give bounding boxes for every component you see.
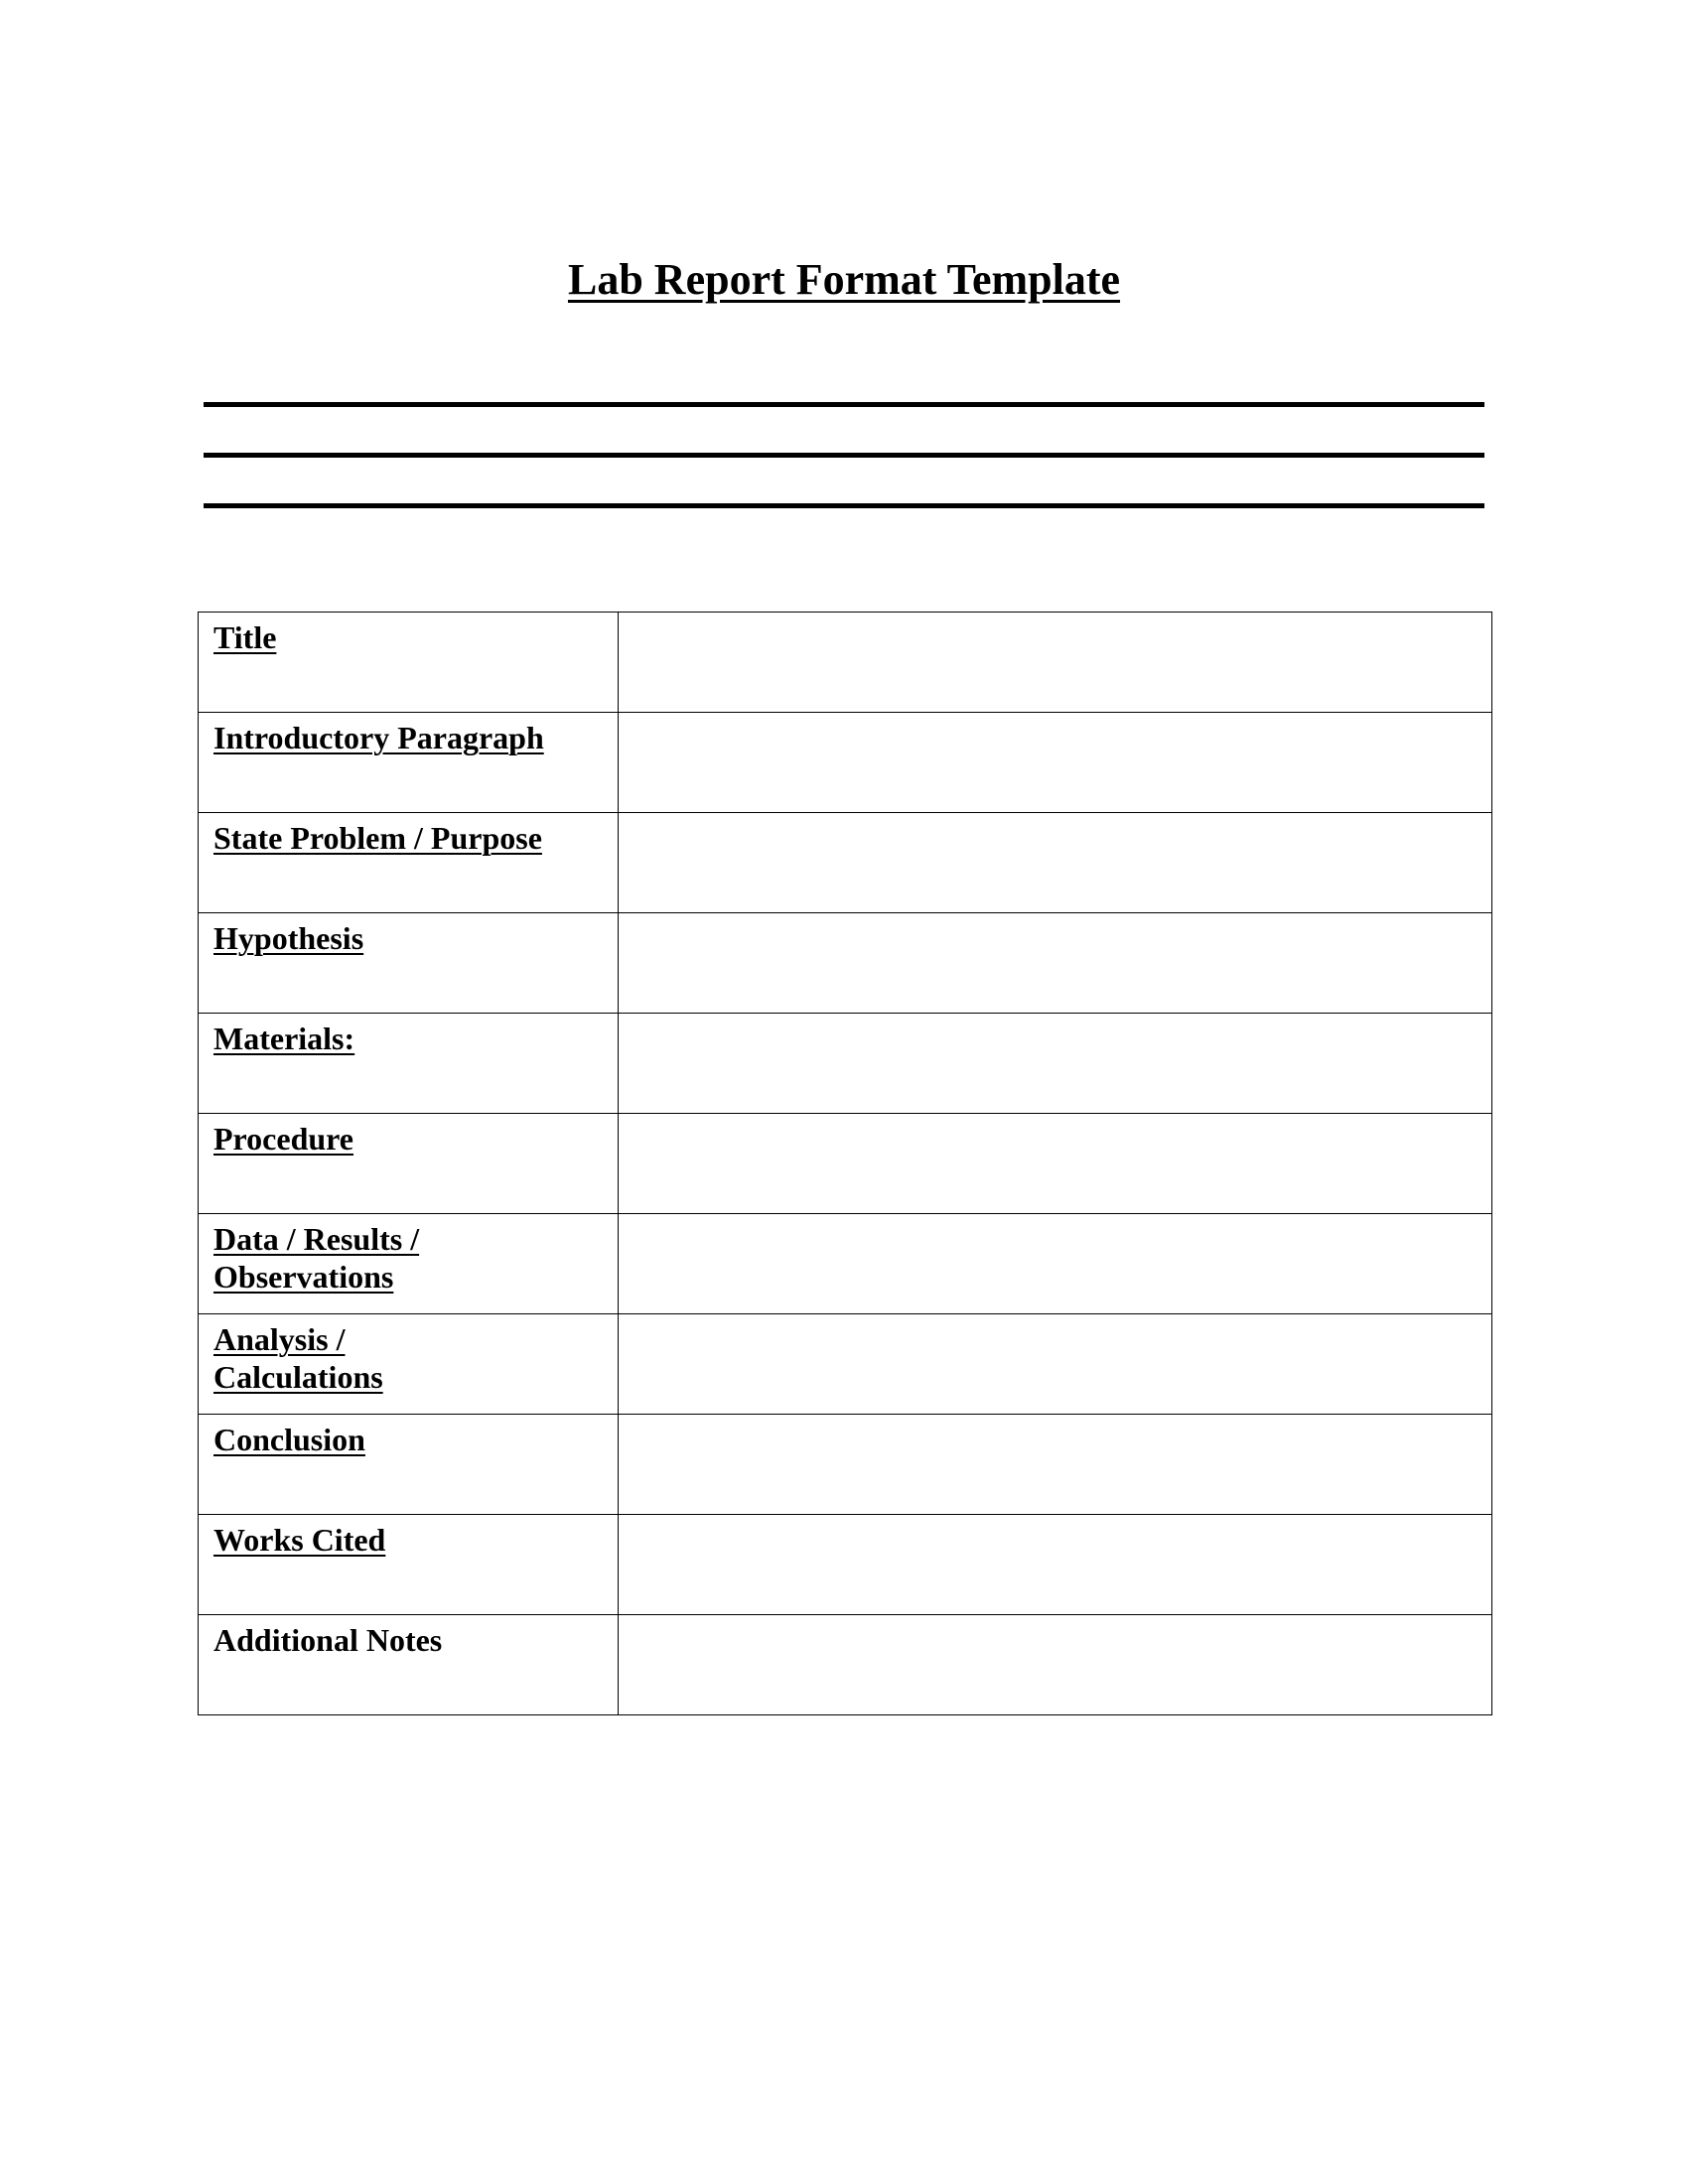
row-value-cell[interactable] — [619, 1515, 1492, 1615]
row-value-cell[interactable] — [619, 613, 1492, 713]
row-label: Procedure — [213, 1121, 353, 1157]
row-value-cell[interactable] — [619, 1214, 1492, 1314]
lab-report-table — [198, 612, 1492, 1715]
row-value-cell[interactable] — [619, 1314, 1492, 1415]
row-label: Analysis / Calculations — [213, 1321, 383, 1395]
row-label-cell — [199, 813, 619, 913]
row-value-cell[interactable] — [619, 1415, 1492, 1515]
row-label-cell — [199, 1314, 619, 1415]
row-label: Additional Notes — [213, 1622, 443, 1658]
page-title: Lab Report Format Template — [567, 255, 1121, 304]
table-row — [199, 1314, 1492, 1415]
row-label-cell — [199, 913, 619, 1014]
row-label-cell — [199, 1214, 619, 1314]
blank-line-3[interactable] — [204, 503, 1484, 508]
row-value-cell[interactable] — [619, 1615, 1492, 1715]
table-row — [199, 1014, 1492, 1114]
row-value-cell[interactable] — [619, 1014, 1492, 1114]
table-row — [199, 813, 1492, 913]
row-label: Conclusion — [213, 1422, 365, 1457]
row-label: Works Cited — [213, 1522, 386, 1558]
row-label-cell — [199, 1415, 619, 1515]
row-label-cell — [199, 613, 619, 713]
row-value-cell[interactable] — [619, 1114, 1492, 1214]
table-row — [199, 1214, 1492, 1314]
table-row — [199, 1515, 1492, 1615]
row-label: Introductory Paragraph — [213, 720, 544, 755]
row-label: Hypothesis — [213, 920, 364, 956]
row-label: State Problem / Purpose — [213, 820, 542, 856]
table-row — [199, 713, 1492, 813]
row-label: Materials: — [213, 1021, 355, 1056]
table-row — [199, 913, 1492, 1014]
blank-line-2[interactable] — [204, 453, 1484, 458]
row-value-cell[interactable] — [619, 713, 1492, 813]
row-value-cell[interactable] — [619, 813, 1492, 913]
row-label: Data / Results / Observations — [213, 1221, 420, 1295]
row-label-cell — [199, 1014, 619, 1114]
row-label-cell — [199, 713, 619, 813]
blank-line-1[interactable] — [204, 402, 1484, 407]
row-label-cell — [199, 1515, 619, 1615]
table-row — [199, 1114, 1492, 1214]
row-value-cell[interactable] — [619, 913, 1492, 1014]
row-label-cell — [199, 1615, 619, 1715]
table-row — [199, 1415, 1492, 1515]
table-row — [199, 613, 1492, 713]
row-label: Title — [213, 619, 277, 655]
row-label-cell — [199, 1114, 619, 1214]
table-row — [199, 1615, 1492, 1715]
